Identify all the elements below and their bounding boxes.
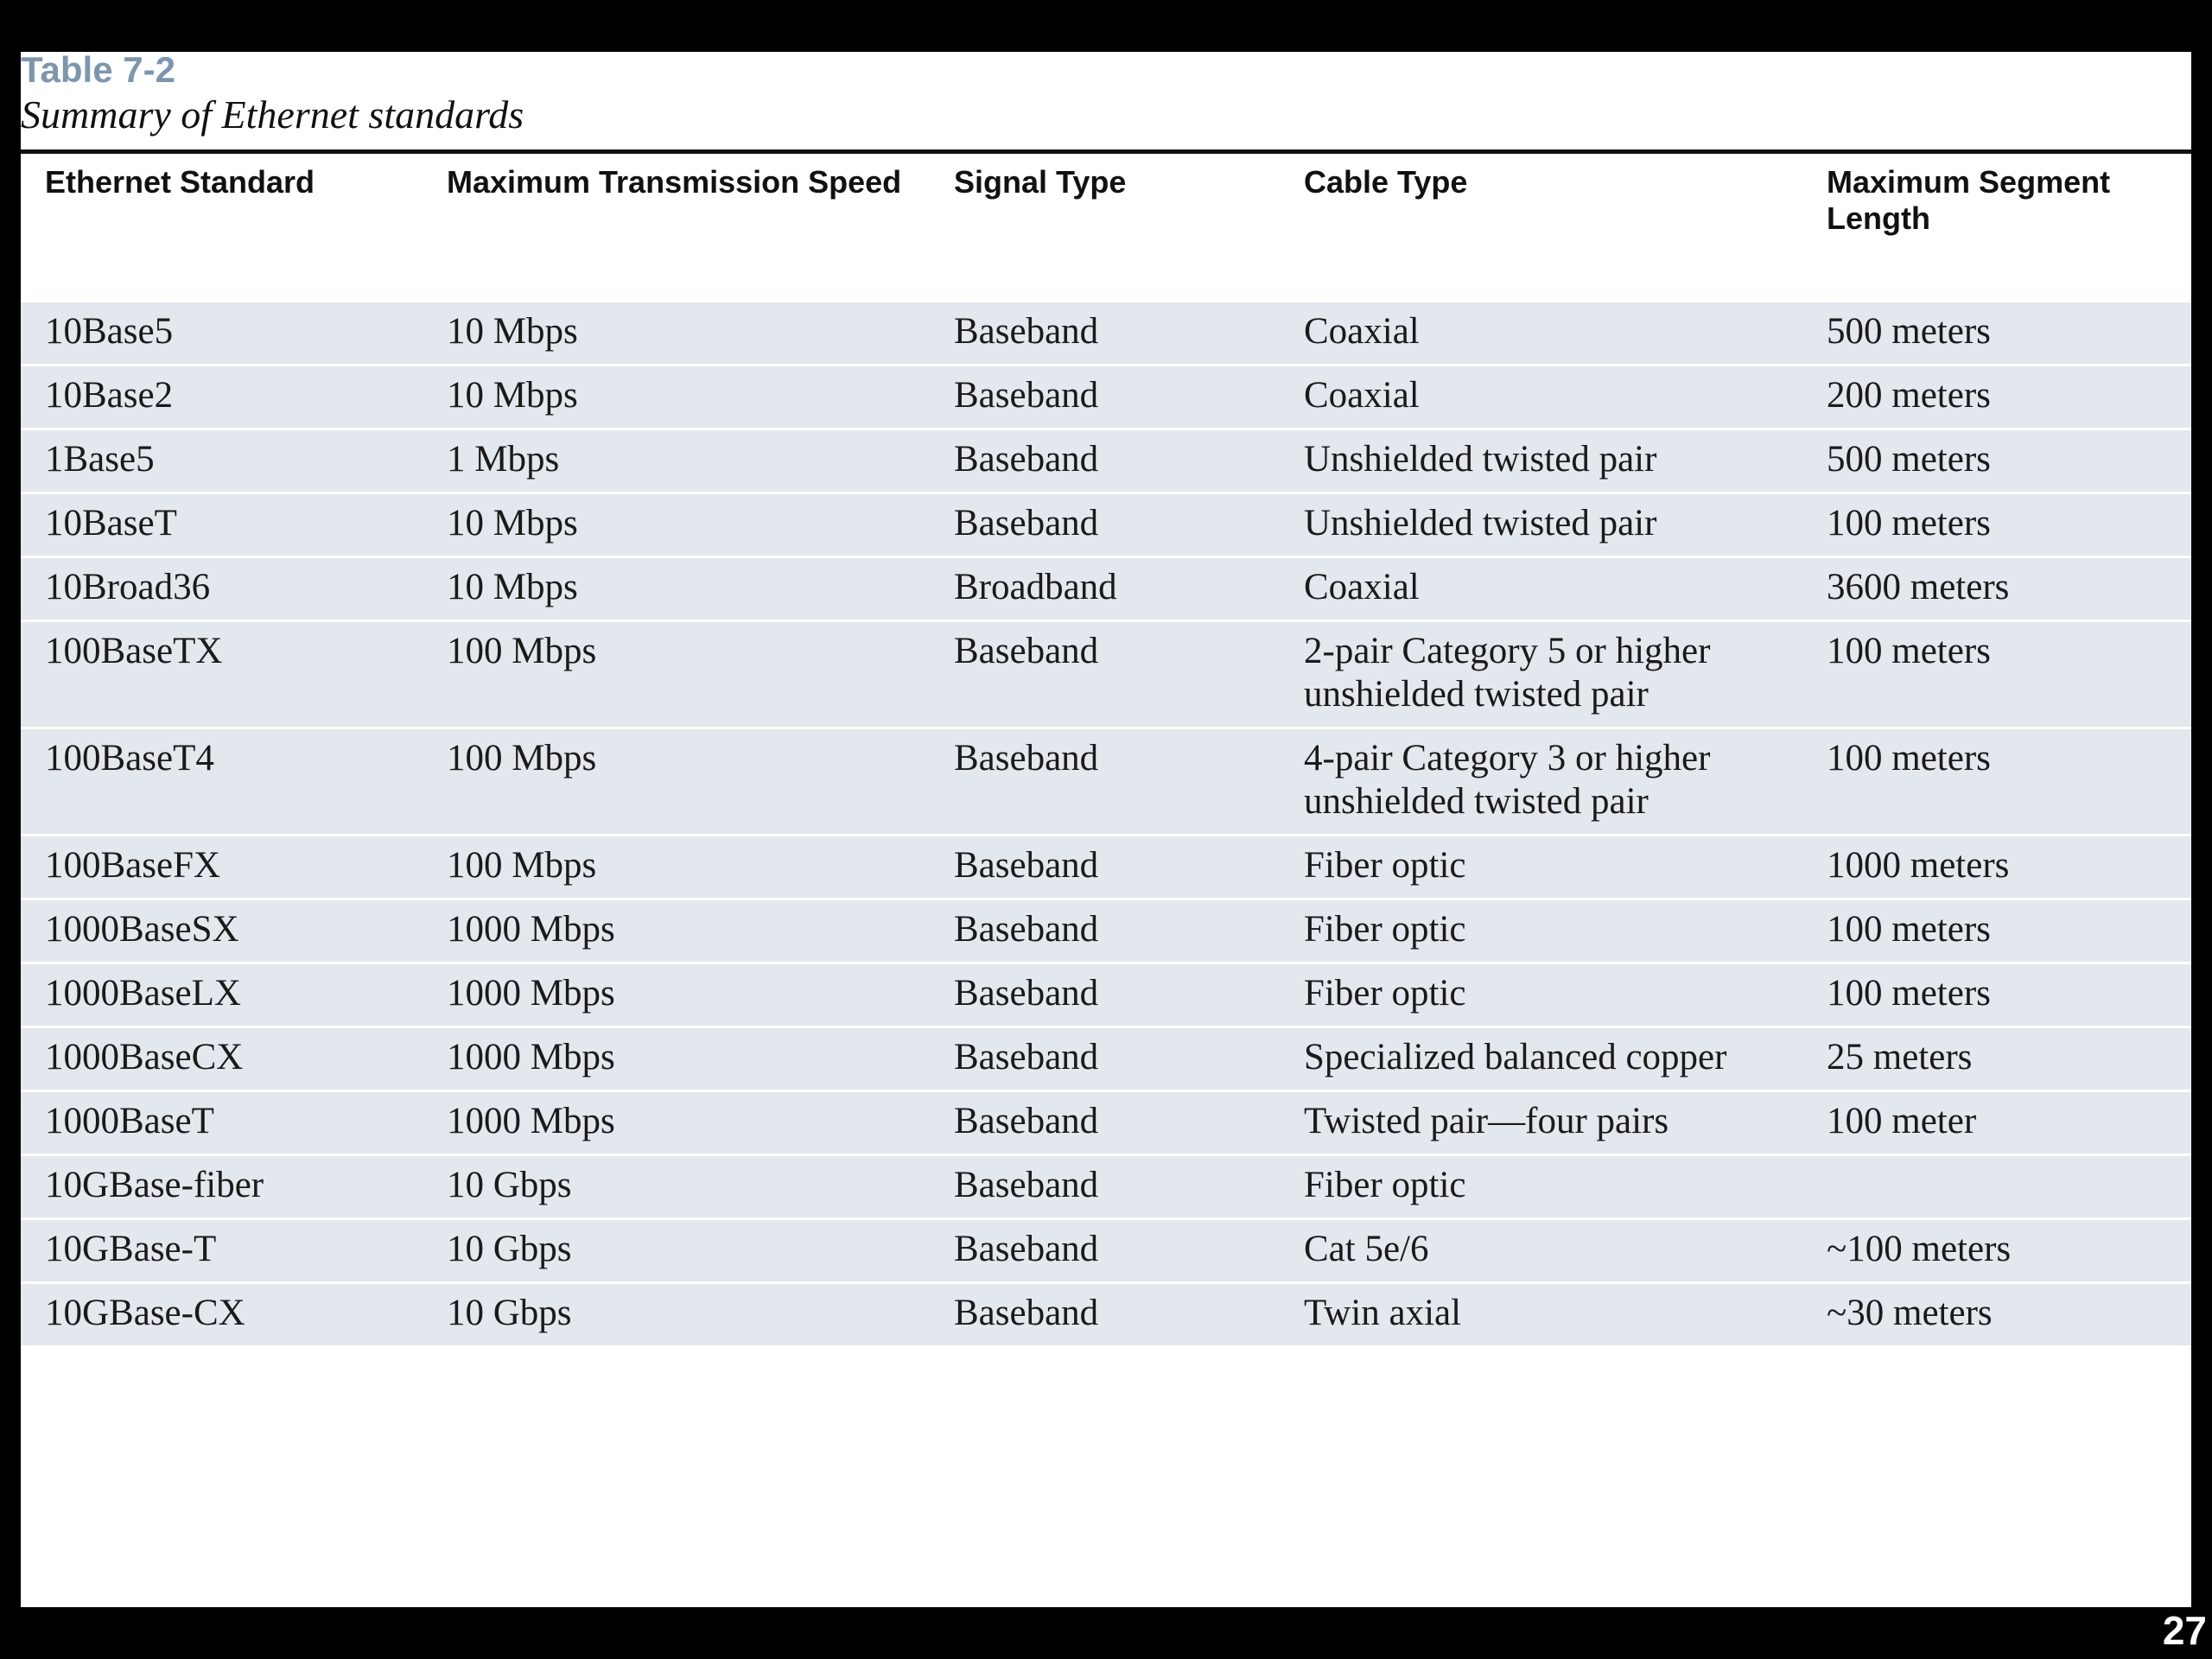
cell-segment-length: 100 meters [1827, 502, 1991, 543]
cell-signal-type: Baseband [954, 908, 1099, 950]
cell-speed: 10 Gbps [447, 1228, 572, 1269]
cell-standard: 10Base2 [45, 374, 174, 416]
cell-signal-type: Baseband [954, 502, 1099, 543]
cell-standard: 1Base5 [45, 438, 155, 480]
table-row [21, 1218, 2191, 1282]
cell-segment-length: ~100 meters [1827, 1228, 2012, 1269]
cell-standard: 10Broad36 [45, 566, 211, 607]
cell-standard: 1000BaseSX [45, 908, 239, 950]
table-row [21, 556, 2191, 620]
cell-cable-type: Twisted pair—four pairs [1304, 1100, 1669, 1141]
cell-signal-type: Baseband [954, 438, 1099, 480]
table-sheet [21, 49, 2191, 1607]
column-header-signal-type: Signal Type [954, 164, 1127, 200]
table-row [21, 899, 2191, 963]
cell-signal-type: Baseband [954, 630, 1099, 671]
cell-segment-length: 3600 meters [1827, 566, 2010, 607]
cell-segment-length: 500 meters [1827, 438, 1991, 480]
column-header-speed: Maximum Transmission Speed [447, 164, 902, 200]
cell-segment-length: 200 meters [1827, 374, 1991, 416]
cell-segment-length: 100 meters [1827, 908, 1991, 950]
cell-signal-type: Baseband [954, 1036, 1099, 1077]
table-row [21, 429, 2191, 493]
cell-cable-type: Coaxial [1304, 374, 1420, 416]
cell-cable-type: Unshielded twisted pair [1304, 502, 1657, 543]
cell-signal-type: Baseband [954, 1228, 1099, 1269]
cell-segment-length [1802, 1154, 2191, 1218]
cell-segment-length: 25 meters [1827, 1036, 1973, 1077]
cell-cable-type: Coaxial [1304, 310, 1420, 352]
cell-signal-type: Baseband [954, 737, 1099, 779]
cell-cable-type: Fiber optic [1304, 908, 1466, 950]
table-row [21, 1282, 2191, 1345]
cell-segment-length: 1000 meters [1827, 844, 2010, 886]
cell-signal-type: Baseband [954, 1100, 1099, 1141]
cell-signal-type: Baseband [954, 844, 1099, 886]
slide-number: 27 [2162, 1608, 2207, 1653]
cell-signal-type: Broadband [954, 566, 1117, 607]
cell-cable-type: 4-pair Category 3 or higher unshielded twisted pair [1304, 737, 1711, 822]
cell-speed: 1000 Mbps [447, 1036, 615, 1077]
cell-speed: 100 Mbps [447, 737, 597, 779]
cell-speed: 10 Mbps [447, 566, 578, 607]
cell-cable-type: 2-pair Category 5 or higher unshielded twisted pair [1304, 630, 1711, 715]
ethernet-standards-table [21, 154, 2191, 1345]
table-label: Table 7-2 [21, 49, 175, 90]
table-row [21, 963, 2191, 1027]
cell-signal-type: Baseband [954, 1292, 1099, 1333]
cell-cable-type: Specialized balanced copper [1304, 1036, 1727, 1077]
cell-signal-type: Baseband [954, 1164, 1099, 1205]
cell-speed: 1 Mbps [447, 438, 560, 480]
cell-standard: 10GBase-fiber [45, 1164, 264, 1205]
table-row [21, 301, 2191, 365]
cell-cable-type: Fiber optic [1304, 844, 1466, 886]
cell-cable-type: Cat 5e/6 [1304, 1228, 1429, 1269]
cell-segment-length: 100 meter [1827, 1100, 1977, 1141]
cell-standard: 1000BaseLX [45, 972, 241, 1014]
column-header-segment-length: Maximum Segment Length [1827, 164, 2111, 236]
table-row [21, 1090, 2191, 1154]
table-row [21, 620, 2191, 728]
cell-segment-length: ~30 meters [1827, 1292, 1993, 1333]
cell-speed: 10 Mbps [447, 502, 578, 543]
cell-standard: 10GBase-CX [45, 1292, 245, 1333]
table-row [21, 835, 2191, 899]
cell-cable-type: Fiber optic [1304, 1164, 1466, 1205]
cell-segment-length: 100 meters [1827, 972, 1991, 1014]
cell-speed: 100 Mbps [447, 844, 597, 886]
cell-segment-length: 100 meters [1827, 737, 1991, 779]
cell-speed: 1000 Mbps [447, 908, 615, 950]
table-title: Summary of Ethernet standards [21, 92, 524, 137]
cell-standard: 100BaseT4 [45, 737, 214, 779]
cell-standard: 1000BaseCX [45, 1036, 244, 1077]
cell-speed: 10 Gbps [447, 1292, 572, 1333]
table-row [21, 1027, 2191, 1090]
cell-standard: 100BaseTX [45, 630, 223, 671]
table-body [21, 301, 2191, 1345]
table-row [21, 728, 2191, 835]
cell-speed: 1000 Mbps [447, 1100, 615, 1141]
cell-speed: 100 Mbps [447, 630, 597, 671]
cell-signal-type: Baseband [954, 310, 1099, 352]
header-row [21, 154, 2191, 301]
column-header-cable-type: Cable Type [1304, 164, 1468, 200]
column-header-standard: Ethernet Standard [45, 164, 315, 200]
cell-standard: 100BaseFX [45, 844, 221, 886]
cell-segment-length: 500 meters [1827, 310, 1991, 352]
cell-standard: 10Base5 [45, 310, 174, 352]
table-row [21, 1154, 2191, 1218]
cell-cable-type: Coaxial [1304, 566, 1420, 607]
cell-segment-length: 100 meters [1827, 630, 1991, 671]
cell-cable-type: Twin axial [1304, 1292, 1462, 1333]
table-row [21, 365, 2191, 429]
cell-cable-type: Fiber optic [1304, 972, 1466, 1014]
cell-speed: 1000 Mbps [447, 972, 615, 1014]
table-row [21, 493, 2191, 556]
cell-standard: 10BaseT [45, 502, 177, 543]
cell-signal-type: Baseband [954, 972, 1099, 1014]
cell-cable-type: Unshielded twisted pair [1304, 438, 1657, 480]
cell-speed: 10 Mbps [447, 374, 578, 416]
cell-speed: 10 Mbps [447, 310, 578, 352]
cell-signal-type: Baseband [954, 374, 1099, 416]
cell-standard: 10GBase-T [45, 1228, 217, 1269]
cell-speed: 10 Gbps [447, 1164, 572, 1205]
cell-standard: 1000BaseT [45, 1100, 214, 1141]
